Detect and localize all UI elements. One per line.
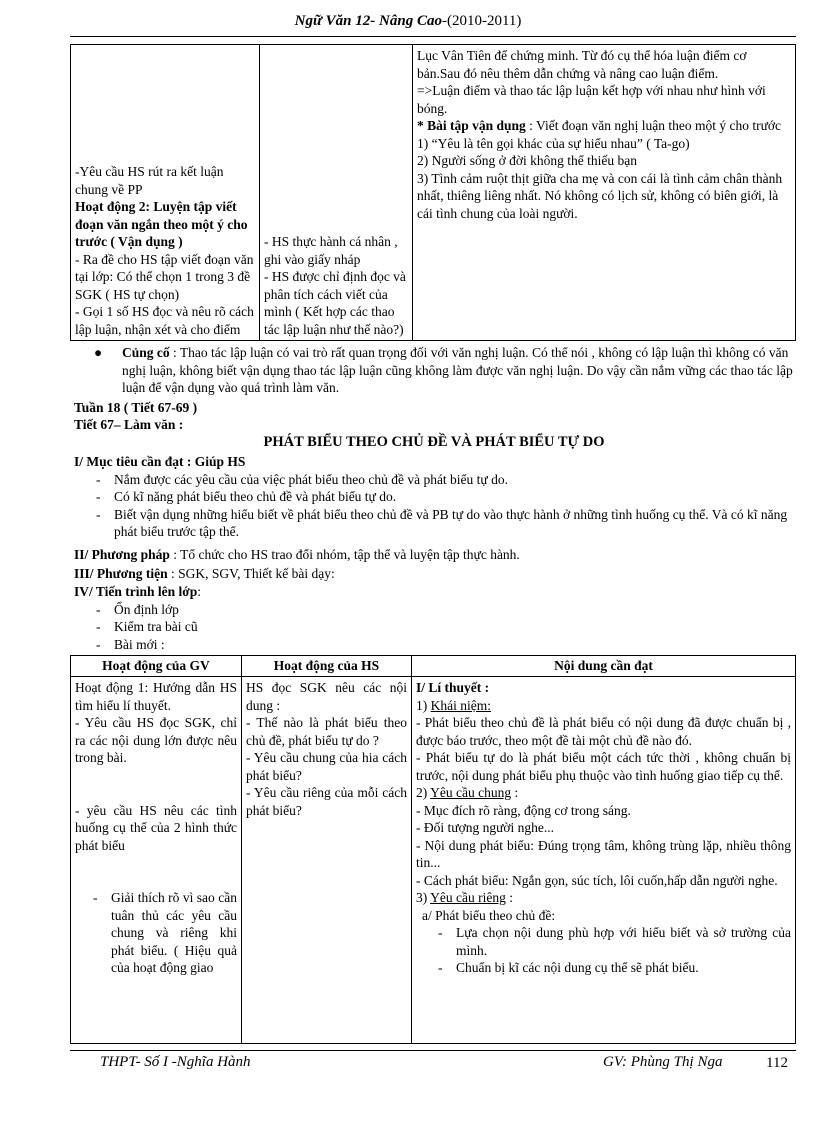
- activity-table-continued: [70, 44, 796, 341]
- list-item: 2) Người sống ở đời không thể thiếu bạn: [417, 153, 637, 168]
- section-methods: [74, 546, 794, 564]
- content-cell: [412, 677, 796, 1044]
- section-heading: II/ Phương pháp: [74, 547, 170, 562]
- footer-teacher: GV: Phùng Thị Nga: [603, 1054, 723, 1070]
- list-item: - Biết vận dụng những hiểu biết về phát biểu theo chủ đề và PB tự do vào thực hành ở những tình huống cụ thể. Và có kĩ năng phát biểu trước tập thể.: [74, 506, 794, 541]
- page-header: [0, 13, 816, 31]
- text-line: [416, 784, 791, 802]
- header-rule: [70, 36, 796, 37]
- text-line: - Mục đích rõ ràng, động cơ trong sáng.: [416, 802, 631, 818]
- text-line: - Ra đề cho HS tập viết đoạn văn tại lớp: Có thể chọn 1 trong 3 đề SGK ( HS tự chọn): [75, 251, 254, 302]
- table-row: [71, 677, 796, 1044]
- item-tail: :: [511, 785, 519, 800]
- item-number: 2): [416, 785, 431, 800]
- section-materials: [74, 565, 794, 583]
- text-line: - Phát biểu theo chủ đề là phát biểu có nội dung đã được chuẩn bị , được báo trước, theo một đề tài một chủ đề nào đó.: [416, 715, 791, 748]
- lesson-activity-table: [70, 655, 796, 1044]
- text-line: - Cách phát biểu: Ngắn gọn, súc tích, lôi cuốn,hấp dẫn người nghe.: [416, 872, 778, 888]
- table-row: [71, 45, 796, 341]
- item-label: Yêu cầu riêng: [430, 890, 506, 905]
- text-line: [416, 697, 791, 715]
- explanation-list: [83, 889, 237, 977]
- student-activity-cell: [260, 45, 413, 341]
- section-procedure: [74, 583, 794, 653]
- text-line: Hoạt động 1: Hướng dẫn HS tìm hiểu lí thuyết.: [75, 680, 237, 713]
- list-item: - Bài mới :: [74, 636, 794, 654]
- list-item: 3) Tình cảm ruột thịt giữa cha mẹ và con cái là tình cảm chân thành nhất, thiêng liêng nhất. Nó không có lịch sử, không có biên giới, là cái tình chung của loài người.: [417, 170, 783, 221]
- list-item: - Kiểm tra bài cũ: [74, 618, 794, 636]
- text-line: Lục Vân Tiên để chứng minh. Từ đó cụ thể hóa luận điểm cơ bản.Sau đó nêu thêm dẫn chứng và nâng cao luận điểm.: [417, 48, 747, 81]
- list-item: - Giải thích rõ vì sao cần tuân thủ các yêu cầu chung và riêng khi phát biểu. ( Hiệu quả của hoạt động giao: [83, 889, 237, 977]
- item-label: Khái niệm:: [430, 697, 491, 713]
- text-line: - Yêu cầu HS đọc SGK, chỉ ra các nội dung lớn được nêu trong bài.: [75, 715, 237, 765]
- text-line: [74, 583, 794, 601]
- list-item: 1) “Yêu là tên gọi khác của sự hiểu nhau” ( Ta-go): [417, 135, 690, 151]
- column-header: Nội dung cần đạt: [412, 656, 796, 677]
- text-line: [94, 344, 794, 397]
- item-number: 3): [416, 890, 431, 905]
- week-label: Tuần 18 ( Tiết 67-69 ): [74, 400, 198, 415]
- list-item: - Chuẩn bị kĩ các nội dung cụ thể sẽ phát biểu.: [416, 959, 791, 977]
- text-line: - Thế nào là phát biểu theo chủ đề, phát biểu tự do ?: [246, 715, 407, 748]
- content-cell: [413, 45, 796, 341]
- table-header-row: [71, 656, 796, 677]
- lesson-label: Tiết 67– Làm văn :: [74, 417, 184, 432]
- page-number: 112: [766, 1055, 788, 1071]
- exercise-text: : Viết đoạn văn nghị luận theo một ý cho trước: [525, 118, 782, 133]
- text-line: - Yêu cầu riêng của mỗi cách phát biểu?: [246, 785, 407, 818]
- activity-title: Hoạt động 2: Luyện tập viết đoạn văn ngắn theo một ý cho trước ( Vận dụng ): [75, 199, 248, 249]
- text-line: a/ Phát biểu theo chủ đề:: [422, 907, 556, 923]
- objectives-list: [74, 471, 794, 541]
- section-heading: IV/ Tiến trình lên lớp: [74, 584, 198, 599]
- text-line: =>Luận điểm và thao tác lập luận kết hợp với nhau như hình với bóng.: [417, 83, 766, 116]
- section-text: :: [197, 584, 202, 599]
- text-line: HS đọc SGK nêu các nội dung :: [246, 680, 407, 713]
- section-heading: I/ Mục tiêu cần đạt : Giúp HS: [74, 454, 246, 469]
- item-number: 1): [416, 697, 431, 713]
- text-line: [74, 565, 794, 583]
- consolidation-label: Củng cố: [122, 345, 170, 360]
- text-line: - Đối tượng người nghe...: [416, 820, 555, 835]
- header-year: -(2010-2011): [441, 13, 522, 29]
- procedure-list: [74, 601, 794, 654]
- list-item: - Lựa chọn nội dung phù hợp với hiểu biết và sở trường của mình.: [416, 924, 791, 959]
- text-line: [416, 889, 791, 907]
- header-title: Ngữ Văn 12- Nâng Cao: [294, 13, 442, 29]
- text-line: -Yêu cầu HS rút ra kết luận chung về PP: [75, 164, 224, 197]
- section-objectives: [74, 453, 794, 541]
- consolidation-paragraph: [94, 344, 794, 397]
- lesson-title: PHÁT BIỂU THEO CHỦ ĐỀ VÀ PHÁT BIỂU TỰ DO: [263, 434, 605, 450]
- list-item: - Có kĩ năng phát biểu theo chủ đề và phát biểu tự do.: [74, 488, 794, 506]
- consolidation-text: : Thao tác lập luận có vai trò rất quan trọng đối với văn nghị luận. Có thể nói , không có lập luận thì không có văn nghị luận, không biết vận dụng thao tác lập luận cũng không làm được văn nghị luận. Do vậy cần nắm vững các thao tác lập luận để vận dụng vào quá trình làm văn.: [122, 345, 793, 395]
- column-header: Hoạt động của HS: [242, 656, 412, 677]
- footer-rule: [70, 1050, 796, 1051]
- teacher-activity-cell: [71, 677, 242, 1044]
- list-item: - Ổn định lớp: [74, 601, 794, 619]
- text-line: - yêu cầu HS nêu các tình huống cụ thể của 2 hình thức phát biểu: [75, 802, 237, 853]
- item-label: Yêu cầu chung: [430, 785, 512, 800]
- text-line: - Gọi 1 số HS đọc và nêu rõ cách lập luận, nhận xét và cho điểm: [75, 304, 254, 337]
- bullet-icon: ●: [94, 345, 103, 360]
- column-header: Hoạt động của GV: [71, 656, 242, 677]
- exercise-label: * Bài tập vận dụng: [417, 118, 526, 133]
- text-line: [417, 117, 791, 135]
- text-line: - Nội dung phát biểu: Đúng trọng tâm, không trùng lặp, nhiều thông tin...: [416, 837, 791, 870]
- section-heading: III/ Phương tiện: [74, 566, 168, 581]
- section-text: : Tổ chức cho HS trao đổi nhóm, tập thể và luyện tập thực hành.: [169, 547, 520, 562]
- text-line: - HS thực hành cá nhân , ghi vào giấy nháp: [264, 234, 398, 267]
- text-line: - Yêu cầu chung của hia cách phát biểu?: [246, 750, 407, 783]
- item-tail: :: [505, 890, 513, 905]
- text-line: - HS được chỉ định đọc và phân tích cách viết của mình ( Kết hợp các thao tác lập luận như thế nào?): [264, 269, 406, 337]
- specific-requirements-list: [416, 924, 791, 977]
- section-text: : SGK, SGV, Thiết kế bài dạy:: [167, 566, 335, 581]
- content-heading: I/ Lí thuyết :: [416, 680, 490, 695]
- student-activity-cell: [242, 677, 412, 1044]
- teacher-activity-cell: [71, 45, 260, 341]
- footer-school: THPT- Số I -Nghĩa Hành: [100, 1054, 251, 1070]
- list-item: - Nắm được các yêu cầu của việc phát biểu theo chủ đề và phát biểu tự do.: [74, 471, 794, 489]
- text-line: - Phát biểu tự do là phát biểu một cách tức thời , không chuẩn bị trước, nội dung phát biểu phụ thuộc vào tình huống giao tiếp cụ thể.: [416, 750, 791, 783]
- text-line: [74, 546, 794, 564]
